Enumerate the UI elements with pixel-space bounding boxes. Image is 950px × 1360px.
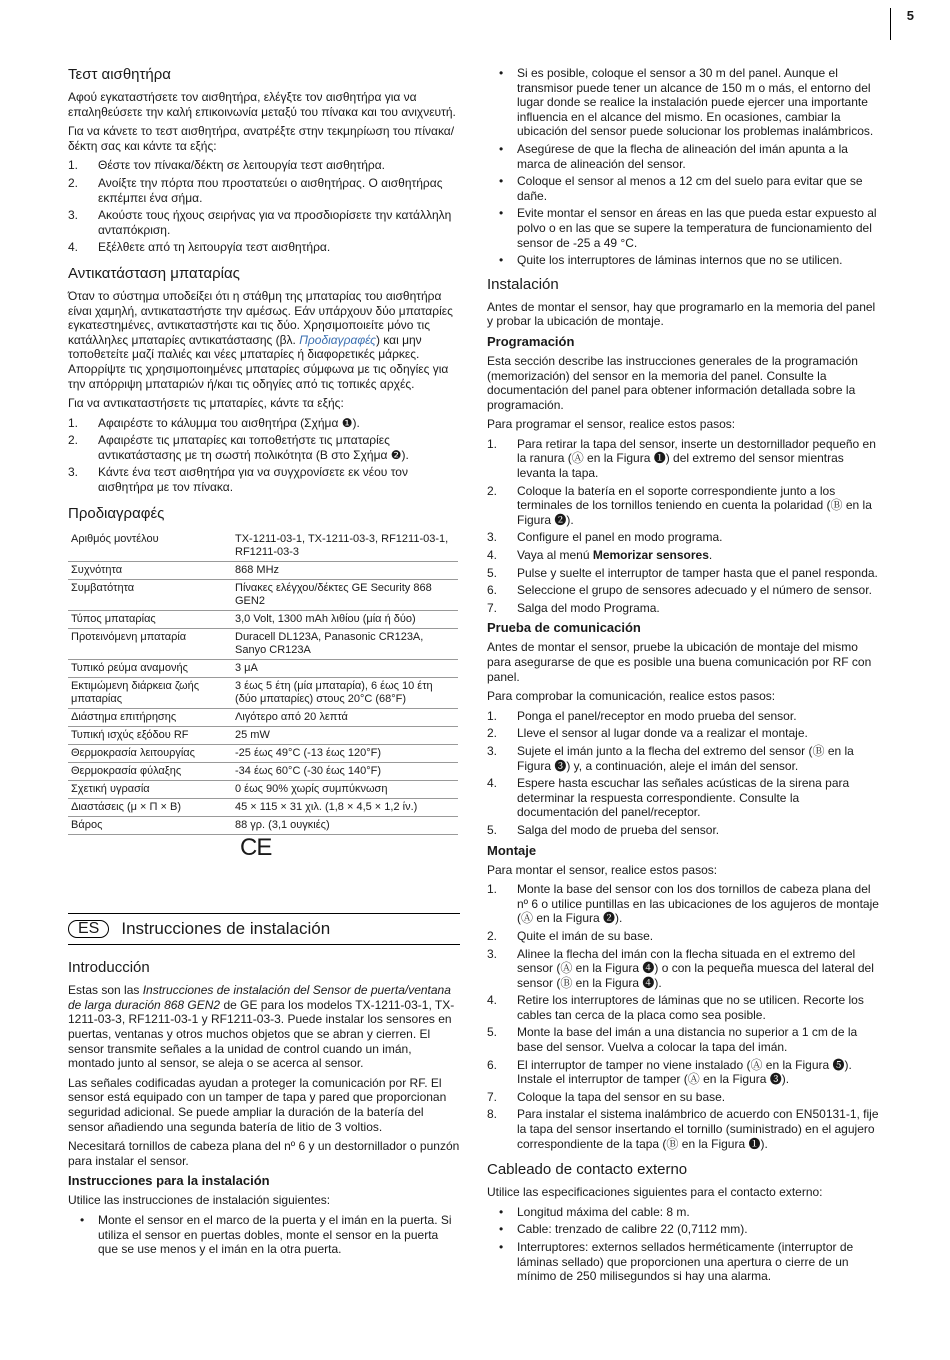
table-row: [68, 561, 458, 579]
mounting-steps: [487, 882, 879, 1151]
spec-value: Λιγότερο από 20 λεπτά: [232, 708, 458, 726]
comm-test-heading: Prueba de comunicación: [487, 620, 641, 636]
intro-p2: Las señales codificadas ayudan a proteger la comunicación por RF. El sensor está equipado con un tamper de tapa y pared que proporcionan seguridad adicional. Se puede ampliar la duración de la batería del sensor añadiendo una segunda batería de litio de 3 voltios.: [68, 1075, 447, 1134]
programming-steps: [487, 437, 879, 616]
list-item: 7. Coloque la tapa del sensor en su base.: [487, 1089, 726, 1104]
page-number: 5: [906, 8, 914, 23]
table-row: [68, 816, 458, 834]
spec-value: 868 MHz: [232, 561, 458, 579]
right-column: [487, 66, 879, 1289]
list-item: 3. Configure el panel en modo programa.: [487, 530, 723, 545]
list-item: • Cable: trenzado de calibre 22 (0,7112 mm).: [499, 1222, 748, 1237]
table-row: [68, 708, 458, 726]
programming-p2: Para programar el sensor, realice estos pasos:: [487, 417, 736, 432]
list-item: 5. Monte la base del imán a una distancia no superior a 1 cm de la base del sensor. Vuelva a colocar la tapa del imán.: [487, 1025, 858, 1055]
spec-label: Εκτιμώμενη διάρκεια ζωής μπαταρίας: [68, 677, 232, 708]
spec-value: -34 έως 60°C (-30 έως 140°F): [232, 762, 458, 780]
list-item: • Asegúrese de que la flecha de alineación del imán apunta a la marca de alineación del sensor.: [499, 141, 848, 171]
language-badge: ES: [68, 920, 109, 939]
spec-label: Θερμοκρασία φύλαξης: [68, 762, 232, 780]
battery-p2: Για να αντικαταστήσετε τις μπαταρίες, κάντε τα εξής:: [68, 396, 344, 411]
list-item: • Coloque el sensor al menos a 12 cm del suelo para evitar que se dañe.: [499, 174, 863, 203]
list-item: 6. El interruptor de tamper no viene instalado (Ⓐ en la Figura ❺). Instale el interruptor de tamper (Ⓐ en la Figura ❸).: [487, 1057, 852, 1087]
specs-heading: Προδιαγραφές: [68, 504, 165, 522]
sensor-test-p1: Αφού εγκαταστήσετε τον αισθητήρα, ελέγξτε τον αισθητήρα για να επαληθεύσετε την καλή επικοινωνία μεταξύ του πίνακα και του ανιχνευτή.: [68, 90, 456, 119]
list-item: • Monte el sensor en el marco de la puerta y el imán en la puerta. Si utiliza el sensor en puertas dobles, monte el sensor en la puerta que se use menos y el imán en la otra puerta.: [80, 1212, 452, 1257]
sensor-test-steps: [68, 158, 460, 255]
table-row: [68, 610, 458, 628]
list-item: 4. Εξέλθετε από τη λειτουργία τεστ αισθητήρα.: [68, 240, 331, 255]
list-item: • Si es posible, coloque el sensor a 30 m del panel. Aunque el transmisor puede tener un alcance de 150 m o más, el entorno del lugar donde se realice la instalación puede ejercer una importante influencia en el alcance del mismo. En ocasiones, cambiar la ubicación del sensor puede solucionar los problemas inalámbricos.: [499, 66, 874, 139]
table-row: [68, 726, 458, 744]
list-item: 8. Para instalar el sistema inalámbrico de acuerdo con EN50131-1, fije la tapa del sensor insertando el tornillo (suministrado) en el agujero correspondiente de la tapa (Ⓑ en la Figura ❶).: [487, 1107, 879, 1151]
intro-p1: Estas son las Instrucciones de instalación del Sensor de puerta/ventana de larga duración 868 GEN2 de GE para los modelos TX-1211-03-1, TX-1211-03-3, RF1211-03-1 y RF1211-03-3. Puede instalar los sensores en puertas, ventanas y otros muchos objetos que se abran y cierren. El sensor transmite señales a la unidad de control cuando un imán, montado junto al sensor, se aleja o se acerca al sensor.: [68, 983, 455, 1071]
intro-heading: Introducción: [68, 959, 150, 977]
spec-label: Συχνότητα: [68, 561, 232, 579]
list-item: 1. Θέστε τον πίνακα/δέκτη σε λειτουργία τεστ αισθητήρα.: [68, 158, 385, 173]
list-item: 4. Vaya al menú Memorizar sensores.: [487, 548, 713, 563]
list-item: 1. Ponga el panel/receptor en modo prueba del sensor.: [487, 708, 797, 723]
wiring-heading: Cableado de contacto externo: [487, 1161, 688, 1179]
list-item: 3. Alinee la flecha del imán con la flecha situada en el extremo del sensor (Ⓐ en la Figura ❹) o con la pequeña muesca del lateral del sensor (Ⓑ en la Figura ❹).: [487, 946, 874, 990]
install-instr-p1: Utilice las instrucciones de instalación siguientes:: [68, 1193, 331, 1208]
page-number-rule: [890, 8, 891, 40]
spec-label: Προτεινόμενη μπαταρία: [68, 628, 232, 659]
list-item: 2. Quite el imán de su base.: [487, 928, 654, 943]
list-item: 2. Coloque la batería en el soporte correspondiente junto a los terminales de los tornillos teniendo en cuenta la polaridad (Ⓑ en la Figura ❷).: [487, 483, 872, 527]
spec-value: Duracell DL123A, Panasonic CR123A, Sanyo CR123A: [232, 628, 458, 659]
programming-p1: Esta sección describe las instrucciones generales de la programación (memorización) del sensor en la memoria del panel. Consulte la documentación del panel para obtener información detallada sobre la programación.: [487, 353, 858, 412]
spec-value: 0 έως 90% χωρίς συμπύκνωση: [232, 780, 458, 798]
sensor-test-p2: Για να κάνετε το τεστ αισθητήρα, ανατρέξτε στην τεκμηρίωση του πίνακα/δέκτη σας και κάντε τα εξής:: [68, 124, 455, 153]
table-row: [68, 579, 458, 610]
list-item: 6. Seleccione el grupo de sensores adecuado y el número de sensor.: [487, 583, 872, 598]
spec-label: Αριθμός μοντέλου: [68, 531, 232, 562]
install-bullets-left: [68, 1213, 460, 1257]
list-item: 1. Monte la base del sensor con los dos tornillos de cabeza plana del nº 6 o utilice puntillas en las ubicaciones de los agujeros de montaje (Ⓐ en la Figura ❷).: [487, 882, 879, 926]
list-item: • Longitud máxima del cable: 8 m.: [499, 1204, 690, 1219]
language-title: Instrucciones de instalación: [121, 918, 331, 938]
list-item: 1. Αφαιρέστε το κάλυμμα του αισθητήρα (Σχήμα ❶).: [68, 415, 360, 430]
table-row: [68, 677, 458, 708]
list-item: 2. Lleve el sensor al lugar donde va a realizar el montaje.: [487, 726, 808, 741]
list-item: 3. Κάντε ένα τεστ αισθητήρα για να συγχρονίσετε εκ νέου τον αισθητήρα με τον πίνακα.: [68, 465, 408, 495]
specs-table: [68, 531, 458, 835]
spec-label: Τυπική ισχύς εξόδου RF: [68, 726, 232, 744]
list-item: 1. Para retirar la tapa del sensor, inserte un destornillador pequeño en la ranura (Ⓐ en la Figura ❶) del extremo del sensor mientras levanta la tapa.: [487, 436, 876, 481]
install-bullets-right: [487, 66, 879, 268]
comm-test-p2: Para comprobar la comunicación, realice estos pasos:: [487, 689, 776, 704]
battery-heading: Αντικατάσταση μπαταρίας: [68, 264, 240, 282]
battery-p1: Όταν το σύστημα υποδείξει ότι η στάθμη της μπαταρίας του αισθητήρα είναι χαμηλή, αντικαταστήστε την αμέσως. Εάν υπάρχουν δύο μπαταρίες εγκατεστημένες, αντικαταστήστε και τις δύο. Χρησιμοποιείτε μόνο τις κατάλληλες μπαταρίες αντικατάστασης (βλ. Προδιαγραφές) και μην τοποθετείτε μαζί παλιές και νέες μπαταρίες ή διαφορετικές μάρκες. Απορρίψτε τις χρησιμοποιημένες μπαταρίες σύμφωνα με τις οδηγίες για την απόρριψη μπαταριών ή/και τις οδηγίες από τις τοπικές αρχές.: [68, 288, 453, 391]
spec-label: Συμβατότητα: [68, 579, 232, 610]
comm-test-steps: [487, 709, 879, 838]
list-item: • Quite los interruptores de láminas internos que no se utilicen.: [499, 253, 843, 268]
spec-label: Βάρος: [68, 816, 232, 834]
language-header: [68, 913, 460, 946]
spec-value: Πίνακες ελέγχου/δέκτες GE Security 868 GEN2: [232, 579, 458, 610]
list-item: 2. Αφαιρέστε τις μπαταρίες και τοποθετήστε τις μπαταρίες αντικατάστασης με τη σωστή πολικότητα (B στο Σχήμα ❷).: [68, 433, 409, 462]
table-row: [68, 531, 458, 562]
spec-value: 3 έως 5 έτη (μία μπαταρία), 6 έως 10 έτη (δύο μπαταρίες) στους 20°C (68°F): [232, 677, 458, 708]
table-row: [68, 659, 458, 677]
intro-p3: Necesitará tornillos de cabeza plana del nº 6 y un destornillador o punzón para instalar el sensor.: [68, 1139, 460, 1168]
wiring-p1: Utilice las especificaciones siguientes para el contacto externo:: [487, 1185, 823, 1200]
left-column: [68, 64, 460, 1262]
spec-value: 88 γρ. (3,1 ουγκιές): [232, 816, 458, 834]
spec-value: TX-1211-03-1, TX-1211-03-3, RF1211-03-1, RF1211-03-3: [232, 531, 458, 562]
table-row: [68, 780, 458, 798]
list-item: 5. Pulse y suelte el interruptor de tamper hasta que el panel responda.: [487, 565, 878, 580]
installation-p1: Antes de montar el sensor, hay que programarlo en la memoria del panel y probar la ubicación de montaje.: [487, 299, 876, 329]
spec-value: 3,0 Volt, 1300 mAh λιθίου (μία ή δύο): [232, 610, 458, 628]
list-item: 3. Sujete el imán junto a la flecha del extremo del sensor (Ⓑ en la Figura ❸) y, a continuación, aleje el imán del sensor.: [487, 743, 854, 773]
programming-heading: Programación: [487, 333, 575, 349]
spec-label: Σχετική υγρασία: [68, 780, 232, 798]
table-row: [68, 762, 458, 780]
spec-value: -25 έως 49°C (-13 έως 120°F): [232, 744, 458, 762]
specs-link[interactable]: Προδιαγραφές: [299, 332, 376, 347]
spec-label: Διάστημα επιτήρησης: [68, 708, 232, 726]
list-item: 3. Ακούστε τους ήχους σειρήνας για να προσδιορίσετε την κατάλληλη ανταπόκριση.: [68, 208, 452, 237]
list-item: • Interruptores: externos sellados herméticamente (interruptor de láminas sellado) que proporcionen una apertura o cierre de un mínimo de 250 milisegundos si hay una alarma.: [499, 1240, 854, 1284]
install-instr-heading: Instrucciones para la instalación: [68, 1173, 270, 1189]
spec-value: 25 mW: [232, 726, 458, 744]
wiring-bullets: [487, 1205, 879, 1284]
sensor-test-heading: Τεστ αισθητήρα: [68, 66, 171, 83]
list-item: 4. Espere hasta escuchar las señales acústicas de la sirena para determinar la respuesta correspondiente. Consulte la documentación del panel/receptor.: [487, 776, 850, 820]
list-item: 5. Salga del modo de prueba del sensor.: [487, 822, 720, 837]
mounting-heading: Montaje: [487, 842, 537, 858]
installation-heading: Instalación: [487, 275, 559, 293]
list-item: 2. Ανοίξτε την πόρτα που προστατεύει ο αισθητήρας. Ο αισθητήρας εκπέμπει ένα σήμα.: [68, 175, 443, 205]
table-row: [68, 628, 458, 659]
spec-label: Τυπικό ρεύμα αναμονής: [68, 659, 232, 677]
battery-steps: [68, 416, 460, 495]
spec-label: Θερμοκρασία λειτουργίας: [68, 744, 232, 762]
spec-value: 3 μA: [232, 659, 458, 677]
list-item: 7. Salga del modo Programa.: [487, 600, 660, 615]
table-row: [68, 744, 458, 762]
spec-label: Τύπος μπαταρίας: [68, 610, 232, 628]
ce-mark: CE: [240, 833, 272, 861]
table-row: [68, 798, 458, 816]
spec-label: Διαστάσεις (μ × Π × Β): [68, 798, 232, 816]
list-item: • Evite montar el sensor en áreas en las que pueda estar expuesto al polvo o en las que se supere la temperatura de funcionamiento del sensor de -25 a 49 °C.: [499, 206, 877, 250]
spec-value: 45 × 115 × 31 χιλ. (1,8 × 4,5 × 1,2 ίν.): [232, 798, 458, 816]
list-item: 4. Retire los interruptores de láminas que no se utilicen. Recorte los cables tan cerca de la placa como sea posible.: [487, 993, 864, 1022]
mounting-p1: Para montar el sensor, realice estos pasos:: [487, 862, 718, 877]
comm-test-p1: Antes de montar el sensor, pruebe la ubicación de montaje del mismo para asegurarse de que es posible una buena comunicación por RF con panel.: [487, 640, 872, 684]
